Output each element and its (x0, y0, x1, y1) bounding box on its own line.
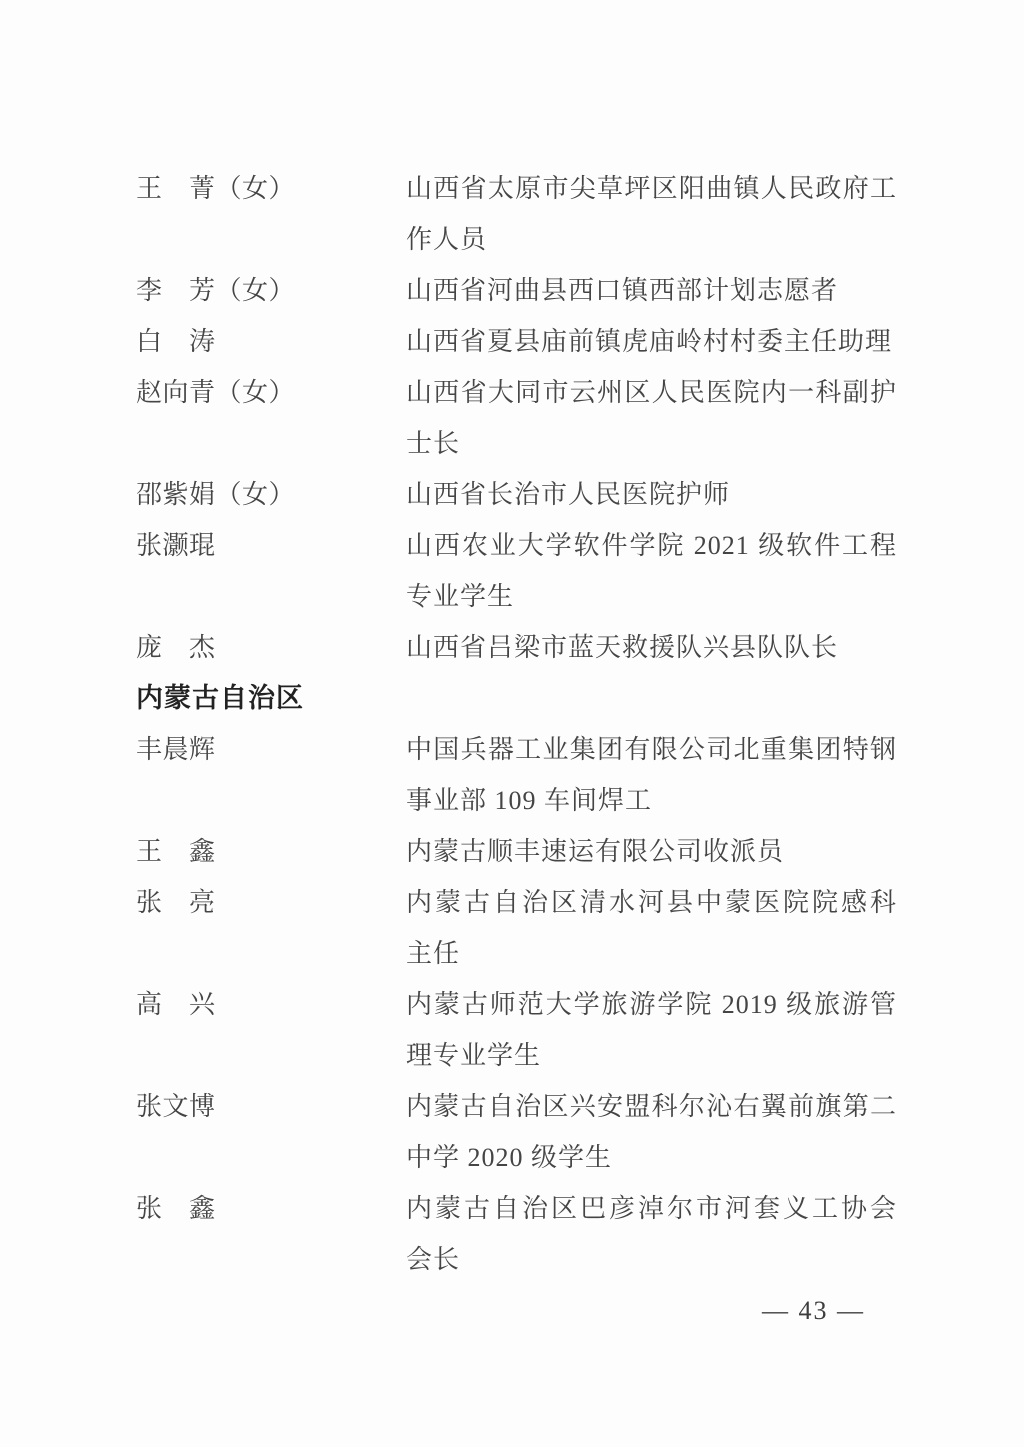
person-entry (136, 622, 897, 673)
award-list (136, 163, 897, 1285)
person-name: 赵向青（女） (136, 378, 296, 407)
affiliation-line: 会长 (406, 1245, 461, 1274)
affiliation-line: 山西省河曲县西口镇西部计划志愿者 (406, 276, 839, 305)
person-entry (136, 265, 897, 316)
person-affiliation (406, 877, 897, 979)
person-affiliation (406, 163, 897, 265)
person-name: 张 亮 (136, 888, 216, 917)
person-affiliation (406, 1081, 897, 1183)
person-name: 庞 杰 (136, 633, 216, 662)
affiliation-line: 内蒙古自治区巴彦淖尔市河套义工协会 (406, 1194, 897, 1223)
person-affiliation (406, 316, 897, 367)
affiliation-line: 内蒙古师范大学旅游学院 2019 级旅游管 (406, 990, 897, 1019)
affiliation-line: 士长 (406, 429, 461, 458)
person-name: 张文博 (136, 1092, 216, 1121)
person-entry (136, 1183, 897, 1285)
person-affiliation (406, 1183, 897, 1285)
page-number: — 43 — (762, 1296, 865, 1325)
affiliation-line: 内蒙古顺丰速运有限公司收派员 (406, 837, 785, 866)
section-header-inner-mongolia: 内蒙古自治区 (136, 683, 304, 713)
person-affiliation (406, 469, 897, 520)
person-entry (136, 367, 897, 469)
affiliation-line: 山西省夏县庙前镇虎庙岭村村委主任助理 (406, 327, 893, 356)
person-name: 王 菁（女） (136, 174, 296, 203)
affiliation-line: 事业部 109 车间焊工 (406, 786, 653, 815)
person-affiliation (406, 367, 897, 469)
person-affiliation (406, 520, 897, 622)
person-affiliation (406, 724, 897, 826)
affiliation-line: 专业学生 (406, 582, 515, 611)
affiliation-line: 山西省长治市人民医院护师 (406, 480, 731, 509)
person-entry (136, 316, 897, 367)
affiliation-line: 主任 (406, 939, 461, 968)
person-entry (136, 469, 897, 520)
person-entry (136, 877, 897, 979)
person-name: 白 涛 (136, 327, 216, 356)
person-name: 李 芳（女） (136, 276, 296, 305)
person-entry (136, 520, 897, 622)
affiliation-line: 山西省太原市尖草坪区阳曲镇人民政府工 (406, 174, 897, 203)
affiliation-line: 山西省吕梁市蓝天救援队兴县队队长 (406, 633, 839, 662)
person-affiliation (406, 826, 897, 877)
affiliation-line: 中学 2020 级学生 (406, 1143, 613, 1172)
affiliation-line: 理专业学生 (406, 1041, 542, 1070)
affiliation-line: 内蒙古自治区清水河县中蒙医院院感科 (406, 888, 897, 917)
person-entry (136, 724, 897, 826)
affiliation-line: 中国兵器工业集团有限公司北重集团特钢 (406, 735, 897, 764)
person-name: 张 鑫 (136, 1194, 216, 1223)
person-entry (136, 1081, 897, 1183)
affiliation-line: 内蒙古自治区兴安盟科尔沁右翼前旗第二 (406, 1092, 897, 1121)
affiliation-line: 作人员 (406, 225, 488, 254)
person-entry (136, 163, 897, 265)
affiliation-line: 山西农业大学软件学院 2021 级软件工程 (406, 531, 897, 560)
person-name: 丰晨辉 (136, 735, 216, 764)
person-name: 王 鑫 (136, 837, 216, 866)
person-affiliation (406, 979, 897, 1081)
person-affiliation (406, 265, 897, 316)
person-name: 邵紫娟（女） (136, 480, 296, 509)
person-entry (136, 979, 897, 1081)
person-name: 张灏琨 (136, 531, 216, 560)
person-entry (136, 826, 897, 877)
affiliation-line: 山西省大同市云州区人民医院内一科副护 (406, 378, 897, 407)
person-name: 高 兴 (136, 990, 216, 1019)
person-affiliation (406, 622, 897, 673)
